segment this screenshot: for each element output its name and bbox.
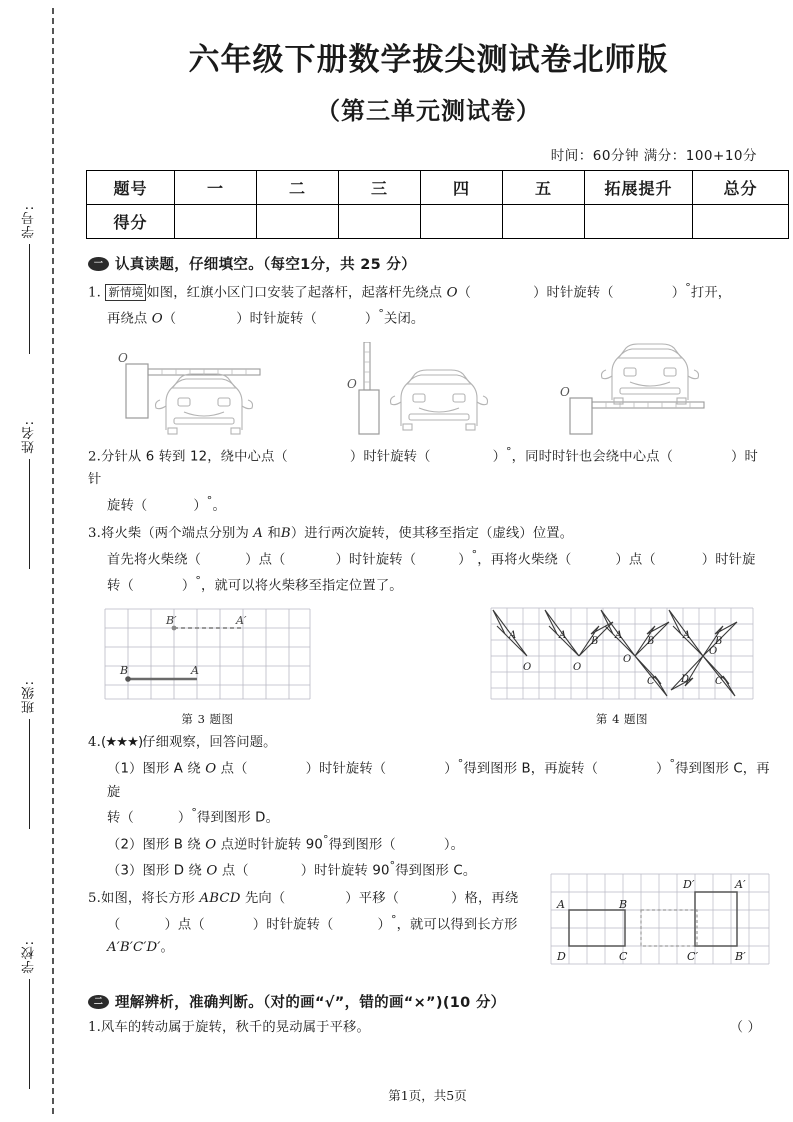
grid-lines bbox=[105, 609, 310, 699]
q4-p3-b: 点（ bbox=[217, 863, 249, 879]
svg-text:B: B bbox=[647, 636, 655, 648]
score-table-header: 三 bbox=[339, 171, 421, 205]
margin-field-student-id bbox=[14, 205, 44, 354]
pinwheel-shape-4 bbox=[669, 610, 737, 696]
score-table-header: 五 bbox=[503, 171, 585, 205]
q4-p2-c: 得到图形（ bbox=[328, 837, 396, 853]
q4-p1-d: ） bbox=[444, 761, 458, 777]
q4-p1-e: 得到图形 B，再旋转（ bbox=[463, 761, 599, 777]
difficulty-stars-icon: (★★★) bbox=[101, 735, 143, 751]
question-number: 1. bbox=[88, 1020, 101, 1036]
q2-text-a: 分针从 6 转到 12，绕中心点（ bbox=[101, 448, 288, 464]
score-cell[interactable] bbox=[421, 205, 503, 239]
q3-l2-d: ） bbox=[458, 552, 472, 568]
q5-l3-b: 。 bbox=[160, 940, 174, 956]
q1-text-b: （ bbox=[457, 285, 472, 301]
question-2: 2.分针从 6 转到 12，绕中心点（ ）时针旋转（ ）°，同时时针也会绕中心点（ ）时针 旋转（ ）°。 bbox=[88, 444, 758, 514]
q4-p2-b: 点逆时针旋转 90 bbox=[216, 837, 323, 853]
score-cell[interactable] bbox=[175, 205, 257, 239]
question-number: 1. bbox=[88, 285, 101, 301]
q5-rect-prime-label: A′B′C′D′ bbox=[107, 940, 161, 956]
judge-answer-blank[interactable]: （ ） bbox=[729, 1020, 761, 1036]
q5-l2-b: ）点（ bbox=[164, 917, 205, 933]
section2-question-1 bbox=[88, 1017, 771, 1040]
svg-text:O: O bbox=[573, 662, 582, 674]
question-4: 4.(★★★)仔细观察，回答问题。 （1）图形 A 绕 O 点（ ）时针旋转（ ）°得到图形 B，再旋转（ ）°得到图形 C，再旋 转（ ）°得到图形 D。 （2）图形 B 绕 O 点逆时针旋转 90°得到图形（ ）。 （3）图形 D 绕 O 点（ ）时针旋转 90°得到图形 C。 bbox=[88, 735, 770, 879]
q3-l3-b: ） bbox=[181, 578, 196, 594]
q5-rect-label: ABCD bbox=[199, 891, 241, 907]
q2-l2-b: ） bbox=[193, 498, 207, 514]
section-title: 理解辨析，准确判断。（对的画“√”，错的画“×”)(10 分） bbox=[115, 995, 506, 1012]
score-table bbox=[86, 170, 789, 239]
svg-text:B: B bbox=[715, 636, 723, 648]
question-3-4-figures bbox=[86, 604, 771, 727]
barrier-gate-reclosed-figure bbox=[554, 342, 754, 438]
car-illustration bbox=[601, 344, 698, 404]
section-badge-icon: 二 bbox=[88, 995, 109, 1009]
q1-text-d: ） bbox=[671, 285, 686, 301]
q4-point-o: O bbox=[205, 761, 217, 777]
question-5-text: 5.如图，将长方形 ABCD 先向（ ）平移（ ）格，再绕 （ ）点（ ）时针旋转（ ）°，就可以得到长方形 A′B′C′D′。 bbox=[88, 891, 519, 956]
student-info-margin bbox=[0, 0, 62, 1122]
q3-label-b: B bbox=[280, 525, 291, 541]
q1-l2-a: 再绕点 bbox=[107, 311, 152, 327]
svg-text:A: A bbox=[509, 630, 517, 642]
section-badge-icon: 一 bbox=[88, 257, 109, 271]
q4-p1-a: （1）图形 A 绕 bbox=[107, 761, 206, 777]
q3-l2-a: 首先将火柴绕（ bbox=[107, 552, 202, 568]
score-cell[interactable] bbox=[503, 205, 585, 239]
question-5 bbox=[88, 878, 771, 977]
label-b: B bbox=[120, 664, 129, 678]
car-illustration bbox=[155, 374, 252, 434]
write-rule[interactable] bbox=[29, 459, 30, 569]
score-cell[interactable] bbox=[585, 205, 693, 239]
barrier-gate-open-figure bbox=[339, 342, 519, 438]
q4-p3-c: ）时针旋转 90 bbox=[300, 863, 390, 879]
label-c-prime: C′ bbox=[687, 950, 699, 964]
figure-5-grid bbox=[549, 872, 771, 968]
page-title: 六年级下册数学拔尖测试卷北师版 bbox=[188, 42, 669, 78]
q3-text-b: 和 bbox=[263, 525, 281, 541]
q3-text-c: ）进行两次旋转，使其移至指定（虚线）位置。 bbox=[290, 525, 574, 541]
q3-label-a: A bbox=[253, 525, 264, 541]
point-label-o: O bbox=[559, 384, 570, 399]
question-1: 1. 新情境 如图，红旗小区门口安装了起落杆，起落杆先绕点 O（ ）时针旋转（ ）°打开， 再绕点 O（ ）时针旋转（ ）°关闭。 bbox=[88, 281, 732, 327]
q4-p1-j: 得到图形 D。 bbox=[197, 810, 280, 826]
s2q1-text: 风车的转动属于旋转，秋千的晃动属于平移。 bbox=[101, 1020, 370, 1036]
q4-point-o-2: O bbox=[205, 837, 217, 853]
svg-text:A: A bbox=[683, 630, 691, 642]
q4-p1-c: ）时针旋转（ bbox=[305, 761, 387, 777]
q5-l1-a: 如图，将长方形 bbox=[101, 891, 200, 907]
q3-l2-b: ）点（ bbox=[245, 552, 286, 568]
gate-post bbox=[359, 390, 379, 434]
figure-3-caption: 第 3 题图 bbox=[181, 712, 234, 727]
q1-l2-d: ） bbox=[364, 311, 379, 327]
margin-field-class bbox=[14, 680, 44, 829]
table-row-scores bbox=[87, 205, 789, 239]
point-label-o: O bbox=[117, 350, 128, 365]
score-cell[interactable] bbox=[693, 205, 789, 239]
q5-l2-d: ） bbox=[377, 917, 391, 933]
label-a-prime: A′ bbox=[236, 614, 247, 628]
question-number: 2. bbox=[88, 448, 101, 464]
table-row-headers bbox=[87, 171, 789, 205]
q1-l2-e: 关闭。 bbox=[384, 311, 425, 327]
score-table-header: 二 bbox=[257, 171, 339, 205]
q4-p1-b: 点（ bbox=[216, 761, 248, 777]
question-number: 5. bbox=[88, 891, 101, 907]
label-a-prime: A′ bbox=[735, 878, 746, 892]
margin-field-label: 班级: bbox=[21, 680, 37, 714]
figure-4-caption: 第 4 题图 bbox=[595, 712, 649, 727]
endpoint-b bbox=[125, 677, 131, 683]
car-illustration bbox=[390, 370, 487, 430]
label-b-prime: B′ bbox=[166, 614, 177, 628]
q1-text-c: ）时针旋转（ bbox=[533, 285, 614, 301]
q3-l2-e: ，再将火柴绕（ bbox=[477, 552, 572, 568]
q2-text-b: ）时针旋转（ bbox=[349, 448, 431, 464]
question-1-figures bbox=[86, 338, 771, 438]
score-cell[interactable] bbox=[257, 205, 339, 239]
point-label-o: O bbox=[346, 376, 357, 391]
exam-meta: 时间：60分钟 满分：100+10分 bbox=[550, 148, 757, 164]
q3-l2-f: ）点（ bbox=[615, 552, 656, 568]
section-header-1 bbox=[88, 253, 771, 274]
question-number: 3. bbox=[88, 525, 101, 541]
q5-l1-d: ）格，再绕 bbox=[451, 891, 519, 907]
svg-text:O: O bbox=[709, 646, 718, 658]
cut-dashed-line bbox=[52, 8, 54, 1114]
label-c: C bbox=[619, 950, 628, 964]
q4-p1-f: ） bbox=[656, 761, 670, 777]
q4-p1-i: ） bbox=[177, 810, 192, 826]
score-table-header: 四 bbox=[421, 171, 503, 205]
label-b: B bbox=[619, 898, 628, 912]
gate-post bbox=[570, 398, 592, 434]
q2-text-e: ）时针 bbox=[88, 448, 758, 487]
margin-field-label: 学校: bbox=[21, 940, 37, 974]
margin-field-label: 学号: bbox=[21, 205, 37, 239]
figure-4-container bbox=[487, 604, 757, 727]
score-row-label: 得分 bbox=[87, 205, 175, 239]
q4-p2-d: ）。 bbox=[443, 837, 465, 853]
figure-5-container bbox=[549, 872, 771, 977]
margin-field-name bbox=[14, 420, 44, 569]
page-subtitle: （第三单元测试卷） bbox=[316, 97, 541, 125]
figure-3-container bbox=[100, 604, 315, 727]
gate-arm-stripes bbox=[364, 352, 370, 382]
svg-text:D: D bbox=[681, 674, 690, 686]
q4-p3-d: 得到图形 C。 bbox=[395, 863, 477, 879]
gate-post bbox=[126, 364, 148, 418]
q1-point-o: O bbox=[446, 285, 458, 301]
label-b-prime: B′ bbox=[735, 950, 746, 964]
q2-text-c: ） bbox=[492, 448, 507, 464]
q1-l2-b: （ bbox=[162, 311, 177, 327]
q2-text-d: ，同时时针也会绕中心点（ bbox=[511, 448, 674, 464]
q4-p3-a: （3）图形 D 绕 bbox=[107, 863, 207, 879]
q1-text-e: 打开， bbox=[690, 285, 732, 301]
figure-4-grid bbox=[487, 604, 757, 704]
worksheet-page bbox=[62, 0, 793, 1122]
svg-text:A: A bbox=[559, 630, 567, 642]
barrier-gate-closed-figure bbox=[104, 342, 304, 438]
figure-3-grid bbox=[100, 604, 315, 704]
score-cell[interactable] bbox=[339, 205, 421, 239]
q4-title: 仔细观察，回答问题。 bbox=[142, 735, 277, 751]
label-d: D bbox=[557, 950, 566, 964]
margin-field-label: 姓名: bbox=[21, 420, 37, 454]
question-number: 4. bbox=[88, 735, 101, 751]
write-rule[interactable] bbox=[29, 979, 30, 1089]
q2-l2-c: 。 bbox=[212, 498, 226, 514]
q3-l2-c: ）时针旋转（ bbox=[335, 552, 417, 568]
write-rule[interactable] bbox=[29, 719, 30, 829]
score-table-header: 拓展提升 bbox=[585, 171, 693, 205]
svg-text:C: C bbox=[647, 676, 655, 688]
svg-text:A: A bbox=[615, 630, 623, 642]
svg-text:C: C bbox=[715, 676, 723, 688]
q5-l2-a: （ bbox=[107, 917, 121, 933]
q5-l2-e: ，就可以得到长方形 bbox=[396, 917, 518, 933]
q4-p1-h: 转（ bbox=[107, 810, 134, 826]
label-a: A bbox=[191, 664, 199, 678]
score-table-header: 总分 bbox=[693, 171, 789, 205]
margin-field-school bbox=[14, 940, 44, 1089]
q4-p2-a: （2）图形 B 绕 bbox=[107, 837, 206, 853]
q1-point-o-2: O bbox=[151, 311, 163, 327]
score-table-header: 一 bbox=[175, 171, 257, 205]
q5-l1-c: ）平移（ bbox=[345, 891, 400, 907]
q3-l3-c: ，就可以将火柴移至指定位置了。 bbox=[201, 578, 403, 594]
q4-point-o-3: O bbox=[206, 863, 218, 879]
gate-arm-raised bbox=[364, 342, 370, 390]
pinwheel-shape-1 bbox=[493, 610, 531, 673]
q3-text-a: 将火柴（两个端点分别为 bbox=[101, 525, 254, 541]
q2-l2-a: 旋转（ bbox=[107, 498, 148, 514]
write-rule[interactable] bbox=[29, 244, 30, 354]
section-header-2 bbox=[88, 991, 771, 1012]
svg-text:B: B bbox=[591, 636, 599, 648]
q4-p1-g: 得到图形 C，再旋 bbox=[107, 761, 770, 800]
label-d-prime: D′ bbox=[683, 878, 695, 892]
svg-text:O: O bbox=[623, 654, 632, 666]
q5-l2-c: ）时针旋转（ bbox=[252, 917, 334, 933]
section-title: 认真读题，仔细填空。（每空1分，共 25 分） bbox=[115, 257, 417, 273]
q3-l2-g: ）时针旋 bbox=[701, 552, 756, 568]
label-a: A bbox=[557, 898, 566, 912]
svg-text:O: O bbox=[523, 662, 532, 674]
q3-l3-a: 转（ bbox=[107, 578, 134, 594]
question-tag: 新情境 bbox=[105, 284, 146, 301]
q5-l1-b: 先向（ bbox=[240, 891, 286, 907]
q1-l2-c: ）时针旋转（ bbox=[236, 311, 317, 327]
question-3: 3.将火柴（两个端点分别为 A 和B）进行两次旋转，使其移至指定（虚线）位置。 首先将火柴绕（ ）点（ ）时针旋转（ ）°，再将火柴绕（ ）点（ ）时针旋 转（ ）°，就可以将火柴移至指定位置了。 bbox=[88, 525, 756, 594]
page-footer: 第1页，共5页 bbox=[388, 1088, 467, 1103]
score-table-header: 题号 bbox=[87, 171, 175, 205]
q1-text-a: 如图，红旗小区门口安装了起落杆，起落杆先绕点 bbox=[146, 285, 447, 301]
